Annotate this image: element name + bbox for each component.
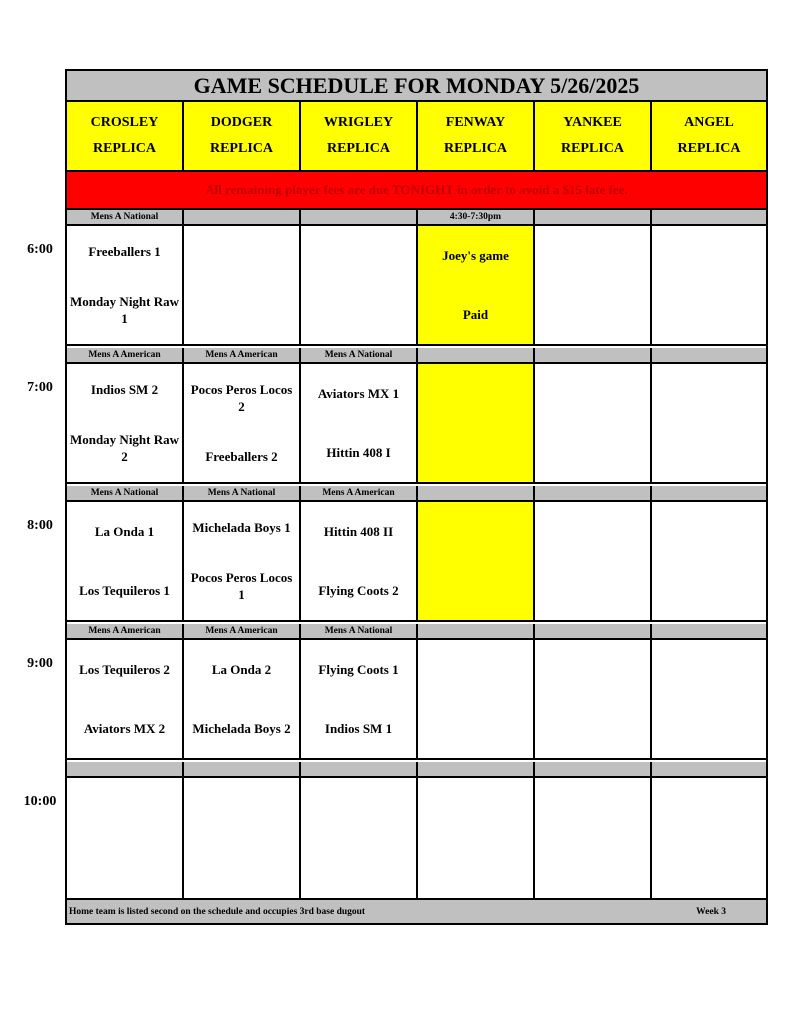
league-band [535,762,652,778]
league-band [184,210,301,226]
league-band: Mens A American [67,624,184,640]
time-label: 10:00 [23,794,57,809]
league-band [418,762,535,778]
league-band [652,486,766,502]
league-band [535,624,652,640]
league-band [418,624,535,640]
game-slot [418,502,535,622]
schedule-sheet [65,69,768,925]
field-name: YANKEE [563,115,622,130]
game-slot [535,778,652,900]
league-band [301,210,418,226]
team-name: Indios SM 2 [90,381,159,397]
team-name: Flying Coots 1 [318,662,399,677]
team-name: La Onda 1 [94,524,155,539]
league-band: Mens A National [67,486,184,502]
game-slot [652,364,766,484]
field-sub: REPLICA [677,141,741,156]
schedule-title: GAME SCHEDULE FOR MONDAY 5/26/2025 [67,71,766,102]
field-name: DODGER [210,115,273,130]
game-slot [67,640,184,760]
week-label: Week 3 [696,906,726,917]
league-band: Mens A National [67,210,184,226]
team-name: Aviators MX 1 [317,386,400,401]
league-band: Mens A American [184,348,301,364]
team-name: Michelada Boys 2 [192,721,291,736]
team-name: Los Tequileros 2 [79,662,170,677]
game-slot [184,502,301,622]
league-band [652,762,766,778]
league-band [535,210,652,226]
game-slot [67,226,184,346]
team-name: Monday Night Raw 1 [69,294,180,327]
league-band [535,348,652,364]
time-label: 9:00 [27,656,53,671]
field-header-dodger [184,102,301,172]
team-name: Michelada Boys 1 [192,519,291,535]
time-label: 7:00 [27,380,53,395]
field-header-yankee [535,102,652,172]
field-sub: REPLICA [209,141,273,156]
team-name: Indios SM 1 [324,721,393,736]
game-slot [301,226,418,346]
game-slot [418,778,535,900]
field-sub: REPLICA [92,141,156,156]
footer-note: Home team is listed second on the schedule and occupies 3rd base dugout [69,906,366,917]
team-name: Hittin 408 I [326,445,391,460]
field-name: CROSLEY [90,115,159,130]
team-name: Joey's game [442,248,509,263]
field-header-fenway [418,102,535,172]
team-name: La Onda 2 [211,662,272,677]
league-band [418,348,535,364]
league-band [418,486,535,502]
field-name: WRIGLEY [323,115,394,130]
team-name: Pocos Peros Locos 2 [190,381,293,414]
game-slot [67,502,184,622]
game-slot [652,640,766,760]
field-header-wrigley [301,102,418,172]
league-band [184,762,301,778]
team-name: Los Tequileros 1 [79,583,170,598]
field-sub: REPLICA [326,141,390,156]
game-slot [301,502,418,622]
team-name: Monday Night Raw 2 [69,432,180,465]
field-sub: REPLICA [560,141,624,156]
league-band [67,762,184,778]
game-slot [652,226,766,346]
league-band: Mens A National [184,486,301,502]
league-band: Mens A National [301,624,418,640]
league-band: Mens A American [301,486,418,502]
team-name: Aviators MX 2 [83,721,166,736]
field-name: ANGEL [684,115,734,130]
game-slot [418,226,535,346]
fee-notice: All remaining player fees are due TONIGHT in order to avoid a $15 late fee. [67,172,766,210]
field-sub: REPLICA [443,141,507,156]
game-slot [301,364,418,484]
game-slot [184,778,301,900]
footer-bar [67,900,766,923]
game-slot [67,364,184,484]
field-header-crosley [67,102,184,172]
league-band [652,348,766,364]
game-slot [184,226,301,346]
league-band: Mens A American [184,624,301,640]
game-slot [652,778,766,900]
game-slot [418,364,535,484]
game-slot [535,640,652,760]
league-band: Mens A American [67,348,184,364]
field-name: FENWAY [445,115,506,130]
game-slot [535,364,652,484]
game-slot [535,502,652,622]
team-name: Pocos Peros Locos 1 [190,570,293,603]
league-band [535,486,652,502]
league-band: 4:30-7:30pm [418,210,535,226]
team-name: Paid [462,307,489,322]
league-band [652,624,766,640]
game-slot [184,640,301,760]
game-slot [418,640,535,760]
team-name: Freeballers 1 [88,243,161,259]
game-slot [301,778,418,900]
game-slot [652,502,766,622]
game-slot [67,778,184,900]
league-band: Mens A National [301,348,418,364]
team-name: Hittin 408 II [323,524,394,539]
game-slot [184,364,301,484]
league-band [652,210,766,226]
team-name: Flying Coots 2 [318,583,399,598]
game-slot [301,640,418,760]
game-slot [535,226,652,346]
time-label: 8:00 [27,518,53,533]
league-band [301,762,418,778]
time-label: 6:00 [27,242,53,257]
team-name: Freeballers 2 [205,449,278,465]
field-header-angel [652,102,766,172]
